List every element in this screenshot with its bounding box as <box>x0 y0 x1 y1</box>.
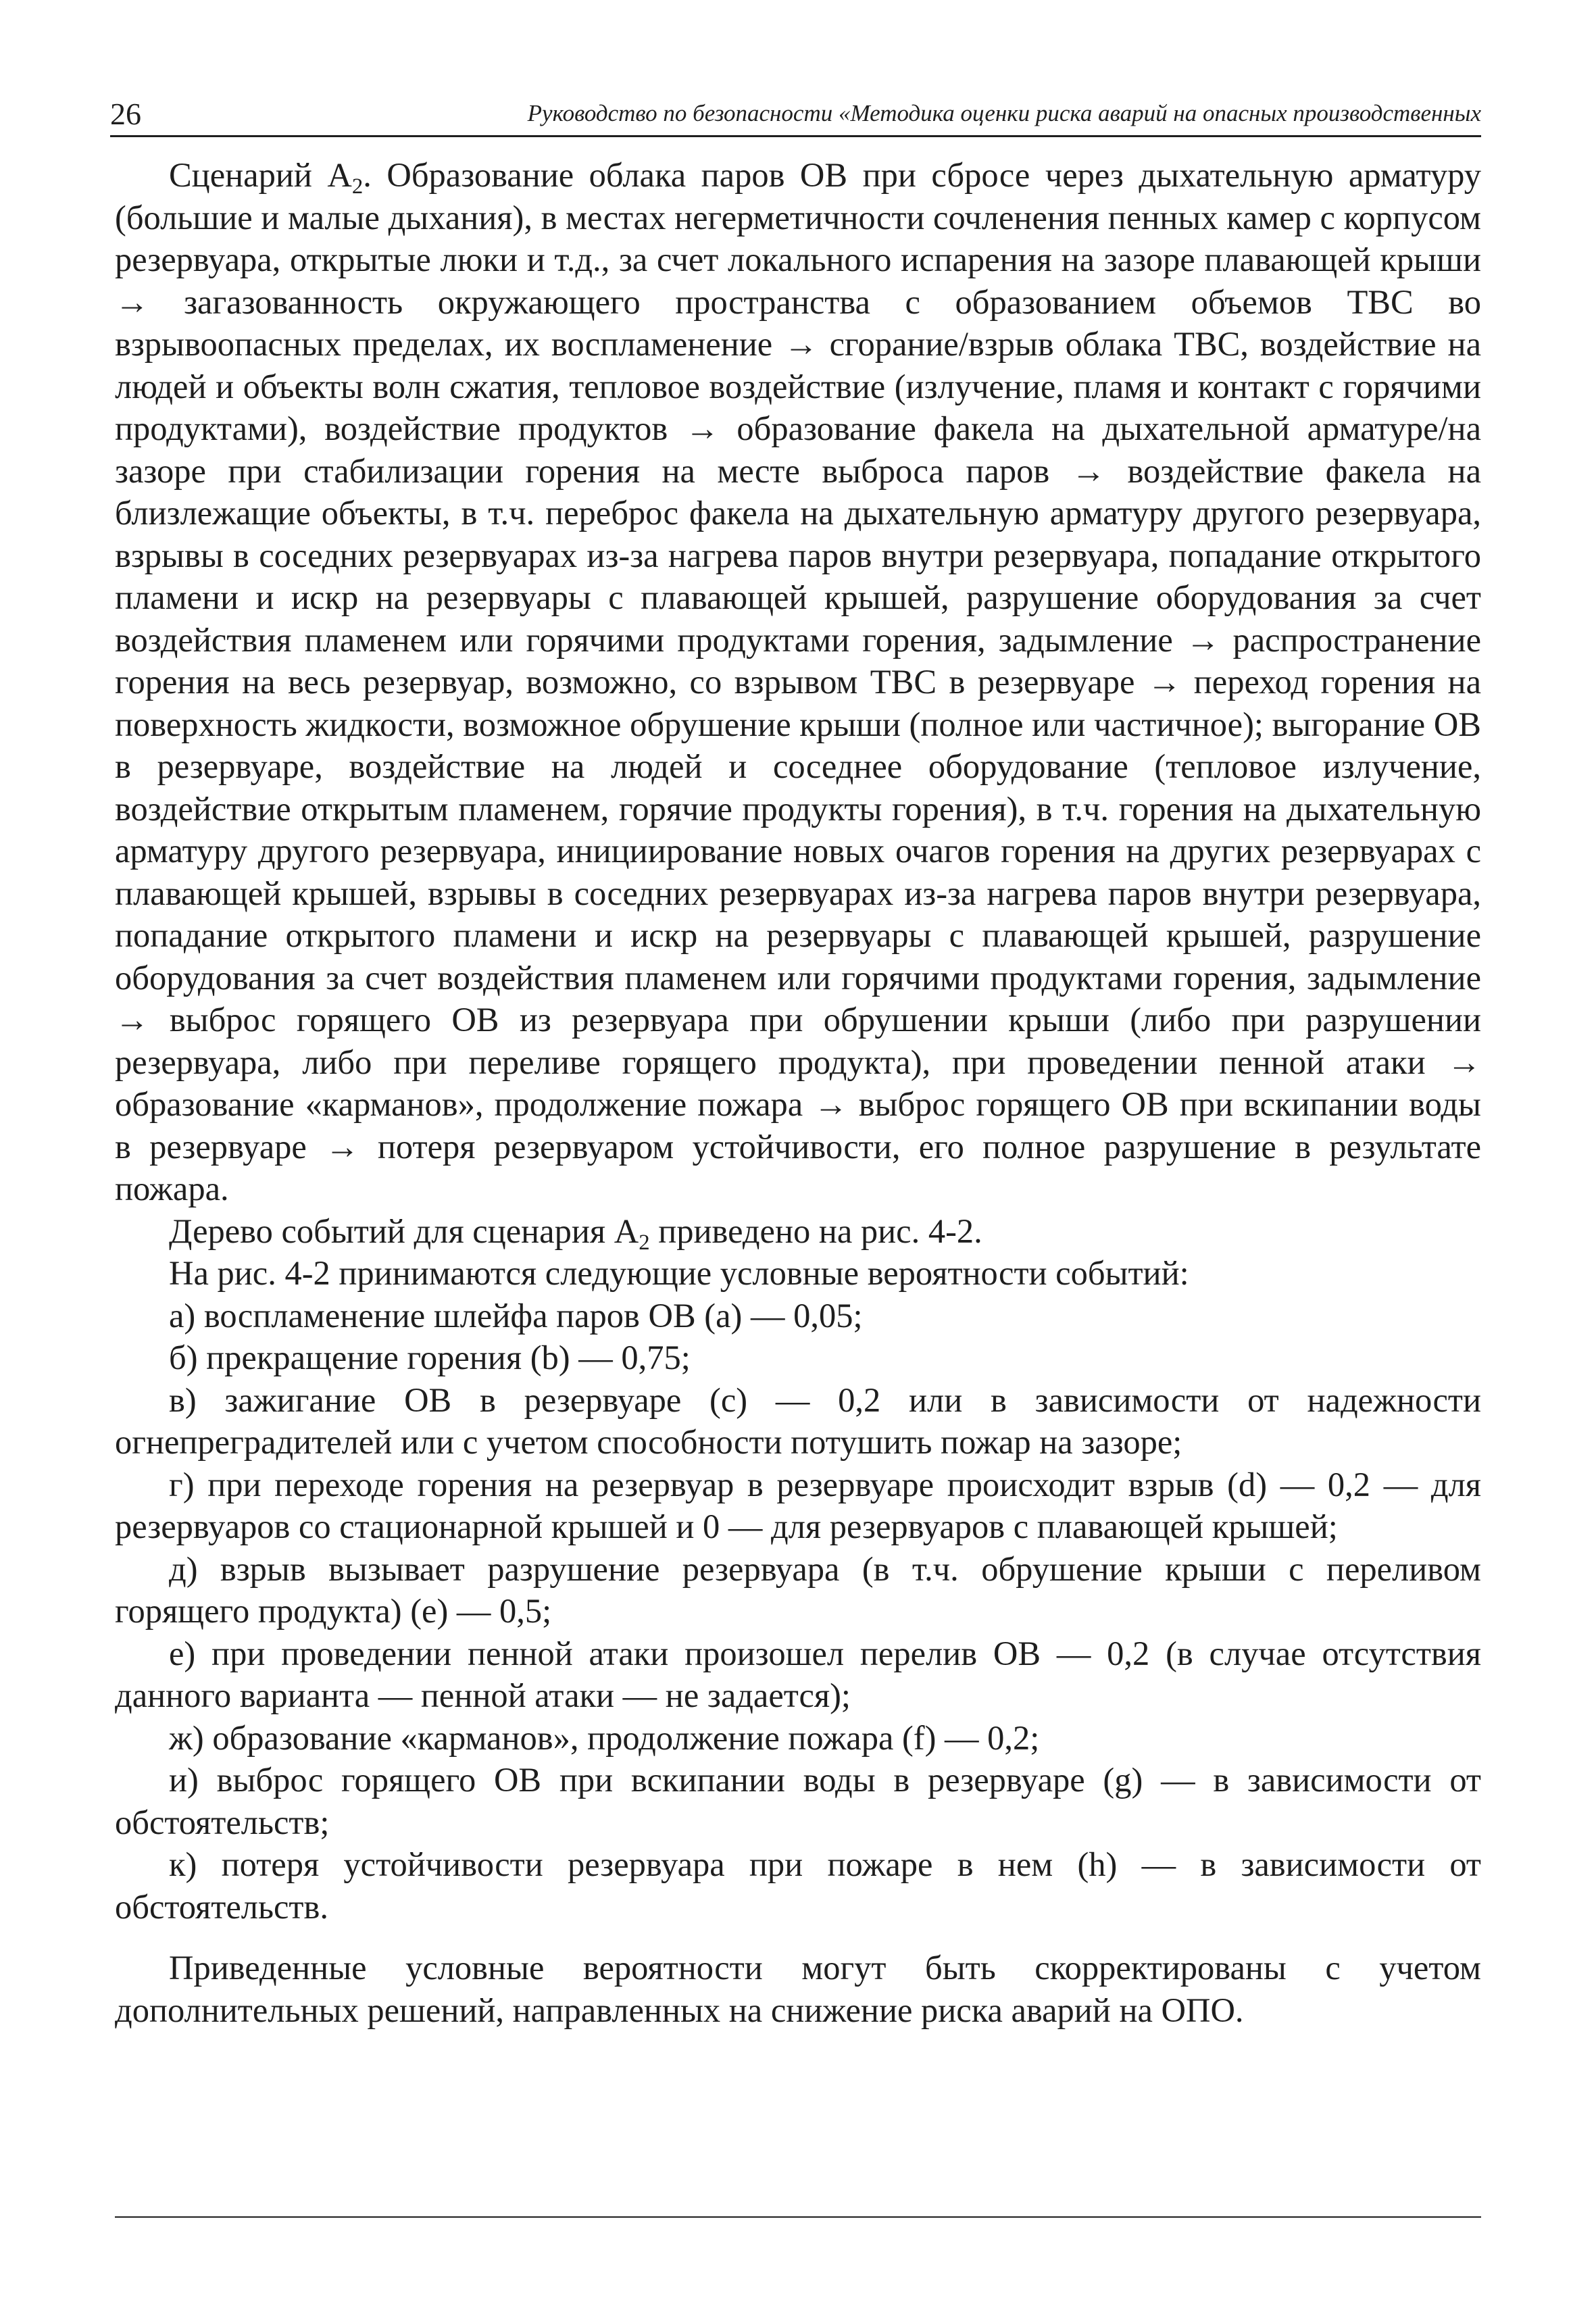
page-header <box>110 93 1481 141</box>
event-tree-subscript: 2 <box>639 1230 650 1255</box>
closing-paragraph: Приведенные условные вероятности могут быть скорректированы с учетом дополнительных решений, направленных на снижение риска аварий на ОПО. <box>115 1949 1481 2029</box>
scenario-lead: Сценарий А <box>169 156 352 194</box>
list-item: к) потеря устойчивости резервуара при пожаре в нем (h) — в зависимости от обстоятельств. <box>115 1845 1481 1926</box>
list-item: в) зажигание ОВ в резервуаре (c) — 0,2 или в зависимости от надежности огнепреградителей или с учетом способности потушить пожар на зазоре; <box>115 1380 1481 1461</box>
event-tree-paragraph <box>115 1210 1481 1253</box>
event-tree-text: приведено на рис. 4-2. <box>649 1212 982 1250</box>
scenario-paragraph <box>115 154 1481 1210</box>
scenario-text: . Образование облака паров ОВ при сбросе через дыхательную арматуру (большие и малые дыхания), в местах негерметичности сочленения пенных камер с корпусом резервуара, открытые люки и т.д., за счет локального испарения на зазоре плавающей крыши → загазованность окружающего пространства с образованием объемов ТВС во взрывоопасных пределах, их воспламенение → сгорание/взрыв облака ТВС, воздействие на людей и объекты волн сжатия, тепловое воздействие (излучение, пламя и контакт с горячими продуктами), воздействие продуктов → образование факела на дыхательной арматуре/на зазоре при стабилизации горения на месте выброса паров → воздействие факела на близлежащие объекты, в т.ч. переброс факела на дыхательную арматуру другого резервуара, взрывы в соседних резервуарах из-за нагрева паров внутри резервуара, попадание открытого пламени и искр на резервуары с плавающей крышей, разрушение оборудования за счет воздействия пламенем или горячими продуктами горения, задымление → распространение горения на весь резервуар, возможно, со взрывом ТВС в резервуаре → переход горения на поверхность жидкости, возможное обрушение крыши (полное или частичное); выгорание ОВ в резервуаре, воздействие на людей и соседнее оборудование (тепловое излучение, воздействие открытым пламенем, горячие продукты горения), в т.ч. горения на дыхательную арматуру другого резервуара, инициирование новых очагов горения на других резервуарах с плавающей крышей, взрывы в соседних резервуарах из-за нагрева паров внутри резервуара, попадание открытого пламени и искр на резервуары с плавающей крышей, разрушение оборудования за счет воздействия пламенем или горячими продуктами горения, задымление → выброс горящего ОВ из резервуара при обрушении крыши (либо при разрушении резервуара, либо при переливе горящего продукта), при проведении пенной атаки → образование «карманов», продолжение пожара → выброс горящего ОВ при вскипании воды в резервуаре → потеря резервуаром устойчивости, его полное разрушение в результате пожара. <box>115 156 1481 1208</box>
body-text <box>115 154 1481 2031</box>
scenario-subscript: 2 <box>351 174 364 199</box>
list-item: а) воспламенение шлейфа паров ОВ (a) — 0,05; <box>169 1296 863 1335</box>
page-number: 26 <box>110 97 141 131</box>
list-item: б) прекращение горения (b) — 0,75; <box>169 1339 691 1376</box>
probabilities-intro: На рис. 4-2 принимаются следующие условные вероятности событий: <box>169 1254 1189 1292</box>
list-item: д) взрыв вызывает разрушение резервуара (в т.ч. обрушение крыши с переливом горящего продукта) (e) — 0,5; <box>115 1549 1481 1630</box>
list-item: г) при переходе горения на резервуар в резервуаре происходит взрыв (d) — 0,2 — для резервуаров со стационарной крышей и 0 — для резервуаров с плавающей крышей; <box>115 1465 1481 1545</box>
list-item: е) при проведении пенной атаки произошел перелив ОВ — 0,2 (в случае отсутствия данного варианта — пенной атаки — не задается); <box>115 1634 1481 1714</box>
event-tree-lead: Дерево событий для сценария А <box>169 1212 639 1250</box>
list-item: и) выброс горящего ОВ при вскипании воды в резервуаре (g) — в зависимости от обстоятельств; <box>115 1761 1481 1841</box>
running-title: Руководство по безопасности «Методика оценки риска аварий на опасных производственных <box>527 100 1481 126</box>
footer-rule <box>115 2216 1481 2218</box>
list-item: ж) образование «карманов», продолжение пожара (f) — 0,2; <box>169 1718 1040 1757</box>
header-rule <box>110 135 1481 137</box>
